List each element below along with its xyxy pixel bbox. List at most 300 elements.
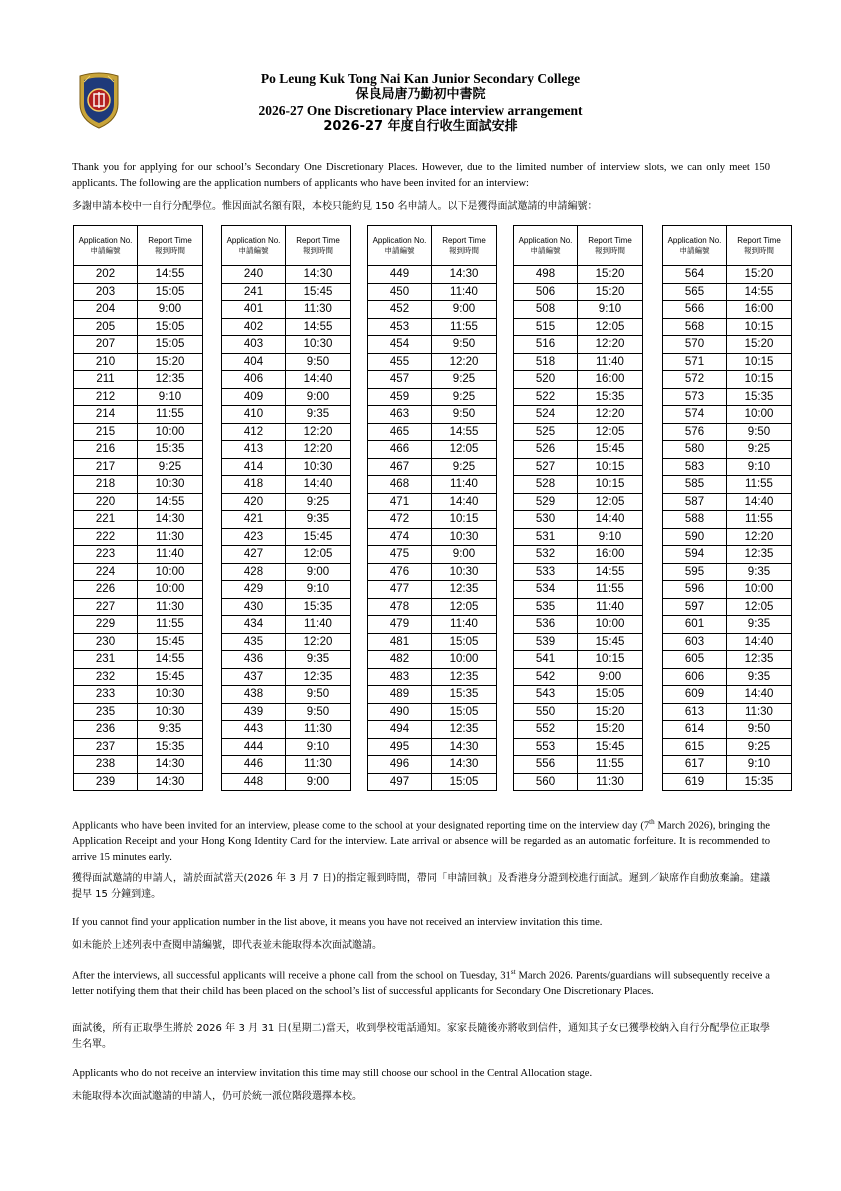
report-time-cell: 12:35 [286, 668, 351, 686]
application-no-cell: 215 [74, 423, 138, 441]
table-row [368, 511, 497, 529]
report-time-cell: 12:05 [727, 598, 792, 616]
report-time-cell: 14:30 [138, 773, 203, 791]
table-row [514, 301, 643, 319]
table-row [368, 633, 497, 651]
application-no-cell: 414 [222, 458, 286, 476]
application-no-cell: 605 [663, 651, 727, 669]
application-no-cell: 457 [368, 371, 432, 389]
report-time-cell: 9:10 [286, 581, 351, 599]
table-row [368, 266, 497, 284]
report-time-cell: 10:00 [727, 406, 792, 424]
table-row [514, 633, 643, 651]
table-row [663, 301, 792, 319]
application-no-cell: 203 [74, 283, 138, 301]
table-row [514, 721, 643, 739]
report-time-cell: 11:40 [138, 546, 203, 564]
table-row [663, 423, 792, 441]
table-row [74, 318, 203, 336]
application-no-cell: 536 [514, 616, 578, 634]
application-no-cell: 231 [74, 651, 138, 669]
application-no-cell: 533 [514, 563, 578, 581]
report-time-cell: 9:35 [138, 721, 203, 739]
table-row [222, 493, 351, 511]
table-row [74, 336, 203, 354]
application-no-cell: 467 [368, 458, 432, 476]
report-time-cell: 9:00 [432, 546, 497, 564]
report-time-cell: 15:45 [286, 283, 351, 301]
table-row [74, 423, 203, 441]
table-row [368, 423, 497, 441]
table-row [514, 756, 643, 774]
application-no-cell: 619 [663, 773, 727, 791]
report-time-cell: 10:00 [138, 581, 203, 599]
table-row [514, 546, 643, 564]
table-row [74, 581, 203, 599]
application-no-cell: 527 [514, 458, 578, 476]
report-time-cell: 14:40 [727, 493, 792, 511]
report-time-cell: 9:10 [138, 388, 203, 406]
application-no-cell: 541 [514, 651, 578, 669]
header-application-no: Application No. 申請編號 [368, 226, 432, 266]
report-time-cell: 11:55 [138, 616, 203, 634]
application-no-cell: 239 [74, 773, 138, 791]
report-time-cell: 12:35 [138, 371, 203, 389]
interview-table-2 [221, 225, 351, 791]
table-row [222, 318, 351, 336]
application-no-cell: 615 [663, 738, 727, 756]
table-row [663, 371, 792, 389]
header-application-no: Application No. 申請編號 [74, 226, 138, 266]
report-time-cell: 11:30 [286, 756, 351, 774]
report-time-cell: 10:30 [286, 458, 351, 476]
table-row [222, 721, 351, 739]
application-no-cell: 466 [368, 441, 432, 459]
report-time-cell: 14:30 [432, 756, 497, 774]
table-row [74, 458, 203, 476]
report-time-cell: 11:55 [578, 581, 643, 599]
report-time-cell: 11:40 [432, 283, 497, 301]
application-no-cell: 482 [368, 651, 432, 669]
header-report-time: Report Time 報到時間 [727, 226, 792, 266]
table-row [663, 738, 792, 756]
application-no-cell: 444 [222, 738, 286, 756]
table-row [222, 668, 351, 686]
report-time-cell: 14:30 [138, 511, 203, 529]
application-no-cell: 518 [514, 353, 578, 371]
application-no-cell: 453 [368, 318, 432, 336]
report-time-cell: 9:50 [432, 336, 497, 354]
report-time-cell: 9:50 [432, 406, 497, 424]
table-row [663, 721, 792, 739]
interview-table-1 [73, 225, 203, 791]
report-time-cell: 9:25 [432, 388, 497, 406]
table-row [514, 441, 643, 459]
application-no-cell: 434 [222, 616, 286, 634]
report-time-cell: 12:35 [432, 668, 497, 686]
application-no-cell: 556 [514, 756, 578, 774]
table-row [663, 651, 792, 669]
report-time-cell: 11:40 [432, 616, 497, 634]
report-time-cell: 11:30 [286, 721, 351, 739]
table-row [368, 668, 497, 686]
report-time-cell: 9:35 [727, 563, 792, 581]
report-time-cell: 16:00 [727, 301, 792, 319]
table-row [222, 756, 351, 774]
report-time-cell: 12:05 [286, 546, 351, 564]
table-row [368, 563, 497, 581]
table-row [514, 528, 643, 546]
report-time-cell: 15:20 [138, 353, 203, 371]
title-zh: 2026-27 年度自行收生面試安排 [323, 119, 518, 134]
application-no-cell: 236 [74, 721, 138, 739]
application-no-cell: 238 [74, 756, 138, 774]
table-row [663, 266, 792, 284]
application-no-cell: 455 [368, 353, 432, 371]
application-no-cell: 490 [368, 703, 432, 721]
table-row [74, 773, 203, 791]
table-row [514, 283, 643, 301]
application-no-cell: 496 [368, 756, 432, 774]
table-row [514, 598, 643, 616]
report-time-cell: 15:45 [578, 738, 643, 756]
table-row [368, 651, 497, 669]
table-row [222, 563, 351, 581]
table-row [222, 388, 351, 406]
table-row [663, 388, 792, 406]
report-time-cell: 14:55 [432, 423, 497, 441]
report-time-cell: 16:00 [578, 371, 643, 389]
table-row [663, 441, 792, 459]
table-row [514, 406, 643, 424]
table-row [368, 458, 497, 476]
application-no-cell: 427 [222, 546, 286, 564]
table-row [74, 371, 203, 389]
report-time-cell: 11:40 [578, 598, 643, 616]
table-row [74, 668, 203, 686]
report-time-cell: 16:00 [578, 546, 643, 564]
report-time-cell: 9:35 [286, 406, 351, 424]
table-row [663, 563, 792, 581]
table-row [74, 546, 203, 564]
table-row [514, 651, 643, 669]
table-row [514, 423, 643, 441]
table-row [514, 563, 643, 581]
application-no-cell: 580 [663, 441, 727, 459]
application-no-cell: 216 [74, 441, 138, 459]
school-name-zh: 保良局唐乃勤初中書院 [355, 87, 486, 102]
application-no-cell: 574 [663, 406, 727, 424]
report-time-cell: 15:35 [578, 388, 643, 406]
table-row [514, 738, 643, 756]
report-time-cell: 15:20 [578, 266, 643, 284]
report-time-cell: 10:30 [286, 336, 351, 354]
application-no-cell: 421 [222, 511, 286, 529]
table-row [663, 493, 792, 511]
application-no-cell: 452 [368, 301, 432, 319]
application-no-cell: 412 [222, 423, 286, 441]
note-3-zh: 面試後，所有正取學生將於 2026 年 3 月 31 日(星期二)當天，收到學校電話通知。家家長隨後亦將收到信件，通知其子女已獲學校納入自行分配學位正取學生名單。 [72, 1023, 770, 1050]
application-no-cell: 524 [514, 406, 578, 424]
table-row [663, 353, 792, 371]
table-row [222, 546, 351, 564]
application-no-cell: 566 [663, 301, 727, 319]
application-no-cell: 508 [514, 301, 578, 319]
report-time-cell: 10:15 [727, 318, 792, 336]
table-row [663, 668, 792, 686]
application-no-cell: 418 [222, 476, 286, 494]
report-time-cell: 12:35 [432, 581, 497, 599]
table-row [368, 528, 497, 546]
application-no-cell: 439 [222, 703, 286, 721]
application-no-cell: 217 [74, 458, 138, 476]
report-time-cell: 9:00 [286, 773, 351, 791]
table-row [368, 756, 497, 774]
report-time-cell: 10:15 [727, 371, 792, 389]
report-time-cell: 9:25 [727, 441, 792, 459]
report-time-cell: 12:20 [578, 336, 643, 354]
table-row [663, 406, 792, 424]
report-time-cell: 14:30 [286, 266, 351, 284]
application-no-cell: 207 [74, 336, 138, 354]
application-no-cell: 603 [663, 633, 727, 651]
application-no-cell: 221 [74, 511, 138, 529]
application-no-cell: 606 [663, 668, 727, 686]
application-no-cell: 495 [368, 738, 432, 756]
application-no-cell: 474 [368, 528, 432, 546]
report-time-cell: 15:45 [286, 528, 351, 546]
application-no-cell: 438 [222, 686, 286, 704]
application-no-cell: 237 [74, 738, 138, 756]
report-time-cell: 15:45 [578, 441, 643, 459]
table-row [368, 703, 497, 721]
table-row [74, 703, 203, 721]
report-time-cell: 11:30 [138, 598, 203, 616]
application-no-cell: 472 [368, 511, 432, 529]
table-row [368, 301, 497, 319]
table-row [74, 563, 203, 581]
application-no-cell: 528 [514, 476, 578, 494]
application-no-cell: 613 [663, 703, 727, 721]
table-row [368, 388, 497, 406]
table-row [368, 773, 497, 791]
application-no-cell: 570 [663, 336, 727, 354]
report-time-cell: 10:30 [138, 476, 203, 494]
application-no-cell: 597 [663, 598, 727, 616]
report-time-cell: 12:20 [286, 633, 351, 651]
table-row [74, 441, 203, 459]
application-no-cell: 468 [368, 476, 432, 494]
report-time-cell: 14:40 [727, 686, 792, 704]
application-no-cell: 232 [74, 668, 138, 686]
report-time-cell: 9:00 [578, 668, 643, 686]
report-time-cell: 14:40 [286, 476, 351, 494]
application-no-cell: 448 [222, 773, 286, 791]
application-no-cell: 588 [663, 511, 727, 529]
report-time-cell: 9:00 [432, 301, 497, 319]
table-row [222, 476, 351, 494]
report-time-cell: 10:00 [578, 616, 643, 634]
header-report-time: Report Time 報到時間 [578, 226, 643, 266]
table-row [663, 686, 792, 704]
report-time-cell: 14:55 [138, 493, 203, 511]
table-row [74, 651, 203, 669]
report-time-cell: 15:05 [138, 283, 203, 301]
report-time-cell: 10:30 [138, 686, 203, 704]
application-no-cell: 506 [514, 283, 578, 301]
table-row [74, 756, 203, 774]
table-row [514, 476, 643, 494]
table-row [74, 616, 203, 634]
table-row [514, 493, 643, 511]
application-no-cell: 402 [222, 318, 286, 336]
table-row [368, 546, 497, 564]
application-no-cell: 471 [368, 493, 432, 511]
report-time-cell: 15:05 [578, 686, 643, 704]
report-time-cell: 9:00 [138, 301, 203, 319]
report-time-cell: 10:30 [138, 703, 203, 721]
application-no-cell: 235 [74, 703, 138, 721]
report-time-cell: 15:45 [578, 633, 643, 651]
table-row [74, 301, 203, 319]
report-time-cell: 11:40 [578, 353, 643, 371]
table-row [74, 476, 203, 494]
application-no-cell: 543 [514, 686, 578, 704]
application-no-cell: 437 [222, 668, 286, 686]
table-row [514, 458, 643, 476]
application-no-cell: 525 [514, 423, 578, 441]
table-row [368, 353, 497, 371]
note-3-en: After the interviews, all successful applicants will receive a phone call from the school on Tuesday, 31st March 2026. Parents/guardians will subsequently receive a letter notifying them that their child has been placed on the school’s list of successful applicants for Secondary One Discretionary Places. [72, 968, 770, 998]
application-no-cell: 483 [368, 668, 432, 686]
table-row [663, 283, 792, 301]
application-no-cell: 585 [663, 476, 727, 494]
note-2-en: If you cannot find your application number in the list above, it means you have not received an interview invitation this time. [72, 917, 603, 928]
table-row [514, 703, 643, 721]
application-no-cell: 529 [514, 493, 578, 511]
report-time-cell: 9:10 [286, 738, 351, 756]
school-name-en: Po Leung Kuk Tong Nai Kan Junior Secondary College [260, 71, 581, 86]
header-report-time: Report Time 報到時間 [432, 226, 497, 266]
report-time-cell: 9:25 [286, 493, 351, 511]
table-row [514, 773, 643, 791]
table-row [74, 511, 203, 529]
note-4-en: Applicants who do not receive an interview invitation this time may still choose our school in the Central Allocation stage. [72, 1068, 593, 1079]
application-no-cell: 226 [74, 581, 138, 599]
report-time-cell: 14:30 [138, 756, 203, 774]
intro-en: Thank you for applying for our school’s Secondary One Discretionary Places. However, due to the limited number of interview slots, we can only meet 150 applicants. The following are the application numbers of applicants who have been invited for an interview: [72, 162, 770, 189]
table-row [74, 266, 203, 284]
table-row [74, 353, 203, 371]
report-time-cell: 9:35 [727, 616, 792, 634]
table-row [514, 388, 643, 406]
table-row [663, 336, 792, 354]
table-row [74, 721, 203, 739]
table-row [663, 546, 792, 564]
report-time-cell: 14:40 [432, 493, 497, 511]
report-time-cell: 15:45 [138, 668, 203, 686]
report-time-cell: 14:55 [578, 563, 643, 581]
application-no-cell: 564 [663, 266, 727, 284]
report-time-cell: 15:20 [578, 703, 643, 721]
table-row [222, 738, 351, 756]
application-no-cell: 550 [514, 703, 578, 721]
report-time-cell: 12:05 [578, 318, 643, 336]
application-no-cell: 227 [74, 598, 138, 616]
table-row [663, 616, 792, 634]
application-no-cell: 401 [222, 301, 286, 319]
application-no-cell: 477 [368, 581, 432, 599]
header-application-no: Application No. 申請編號 [222, 226, 286, 266]
application-no-cell: 596 [663, 581, 727, 599]
table-row [222, 616, 351, 634]
report-time-cell: 10:15 [432, 511, 497, 529]
application-no-cell: 435 [222, 633, 286, 651]
table-row [514, 336, 643, 354]
table-row [368, 598, 497, 616]
application-no-cell: 583 [663, 458, 727, 476]
table-row [663, 773, 792, 791]
intro-zh: 多謝申請本校中一自行分配學位。惟因面試名額有限，本校只能約見 150 名申請人。以下是獲得面試邀請的申請編號： [72, 201, 598, 212]
table-row [368, 476, 497, 494]
application-no-cell: 409 [222, 388, 286, 406]
report-time-cell: 15:20 [727, 336, 792, 354]
application-no-cell: 571 [663, 353, 727, 371]
application-no-cell: 497 [368, 773, 432, 791]
table-row [368, 616, 497, 634]
report-time-cell: 12:20 [578, 406, 643, 424]
application-no-cell: 542 [514, 668, 578, 686]
application-no-cell: 413 [222, 441, 286, 459]
table-row [663, 633, 792, 651]
table-row [222, 266, 351, 284]
report-time-cell: 11:55 [432, 318, 497, 336]
report-time-cell: 14:40 [286, 371, 351, 389]
note-4-zh: 未能取得本次面試邀請的申請人，仍可於統一派位階段選擇本校。 [72, 1091, 362, 1102]
report-time-cell: 10:15 [578, 458, 643, 476]
application-no-cell: 229 [74, 616, 138, 634]
table-row [514, 668, 643, 686]
table-row [368, 721, 497, 739]
interview-table-5 [662, 225, 792, 791]
report-time-cell: 9:25 [432, 371, 497, 389]
report-time-cell: 10:30 [432, 528, 497, 546]
application-no-cell: 609 [663, 686, 727, 704]
report-time-cell: 14:55 [138, 651, 203, 669]
application-no-cell: 573 [663, 388, 727, 406]
application-no-cell: 222 [74, 528, 138, 546]
report-time-cell: 12:35 [727, 651, 792, 669]
application-no-cell: 520 [514, 371, 578, 389]
table-row [222, 581, 351, 599]
application-no-cell: 531 [514, 528, 578, 546]
report-time-cell: 9:10 [578, 528, 643, 546]
report-time-cell: 9:35 [727, 668, 792, 686]
interview-table-4 [513, 225, 643, 791]
table-row [514, 581, 643, 599]
application-no-cell: 516 [514, 336, 578, 354]
header-application-no: Application No. 申請編號 [663, 226, 727, 266]
application-no-cell: 565 [663, 283, 727, 301]
application-no-cell: 535 [514, 598, 578, 616]
report-time-cell: 9:50 [727, 423, 792, 441]
report-time-cell: 14:40 [578, 511, 643, 529]
report-time-cell: 12:35 [727, 546, 792, 564]
application-no-cell: 494 [368, 721, 432, 739]
application-no-cell: 443 [222, 721, 286, 739]
application-no-cell: 463 [368, 406, 432, 424]
table-row [368, 686, 497, 704]
